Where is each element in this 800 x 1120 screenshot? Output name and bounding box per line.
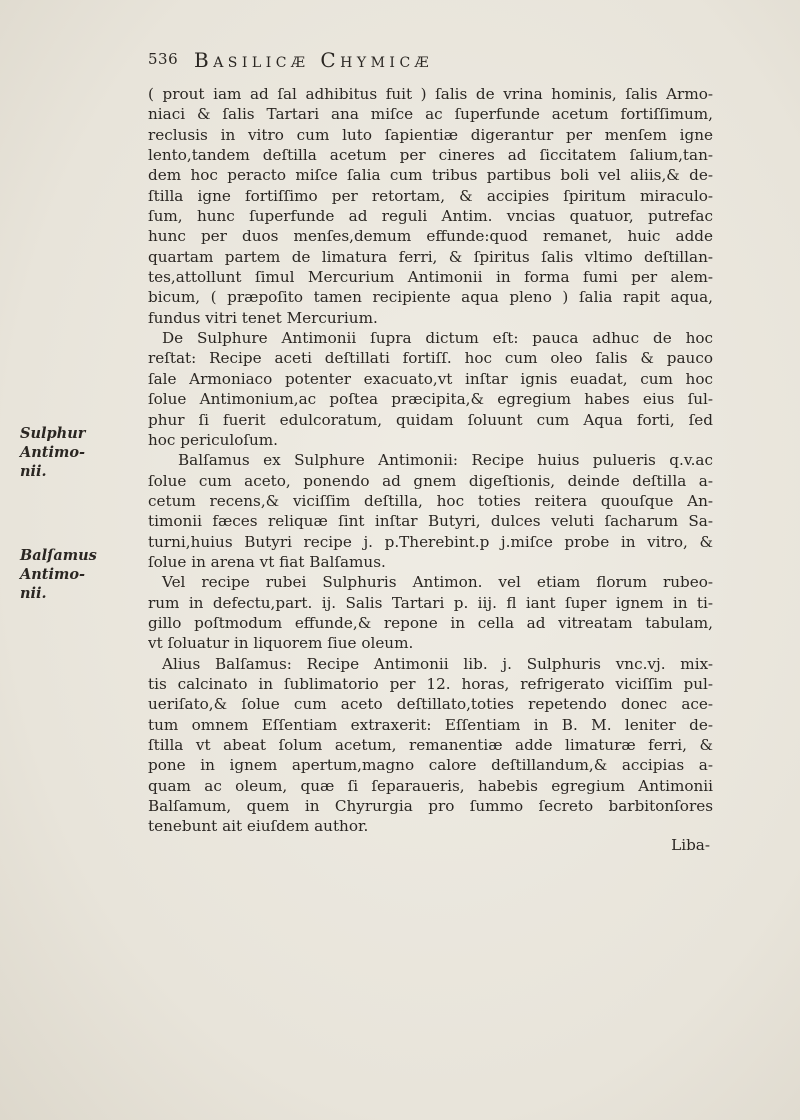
text-line: ( prout iam ad ſal adhibitus fuit ) ſalis de vrina hominis, ſalis Armo- bbox=[148, 85, 713, 103]
text-line: lento,tandem deſtilla acetum per cineres ad ſiccitatem ſalium,tan- bbox=[148, 146, 713, 165]
text-line: ſtilla igne fortiſſimo per retortam, & accipies ſpiritum miraculo- bbox=[148, 186, 713, 205]
text-line: Balſamus ex Sulphure Antimonii: Recipe huius pulueris q.v.ac bbox=[178, 451, 713, 470]
margin-notes bbox=[0, 0, 150, 1120]
text-line: ſtilla vt abeat ſolum acetum, remanentiæ adde limaturæ ferri, & bbox=[148, 736, 713, 754]
text-line: ueriſato,& ſolue cum aceto deſtillato,toties repetendo donec ace- bbox=[148, 695, 713, 714]
text-line: quartam partem de limatura ferri, & ſpiritus ſalis vltimo deſtillan- bbox=[148, 247, 713, 266]
catchword: Liba- bbox=[671, 836, 710, 854]
text-line: ſolue in arena vt fiat Balſamus. bbox=[148, 552, 386, 571]
text-line: niaci & ſalis Tartari ana miſce ac ſuperfunde acetum fortiſſimum, bbox=[148, 105, 713, 124]
text-line: ſolue cum aceto, ponendo ad gnem digeſtionis, deinde deſtilla a- bbox=[148, 471, 713, 490]
margin-note-balsamus bbox=[20, 546, 130, 603]
text-line: phur ſi fuerit edulcoratum, quidam ſoluunt cum Aqua forti, ſed bbox=[148, 410, 713, 429]
text-line: reclusis in vitro cum luto ſapientiæ digerantur per menſem igne bbox=[148, 125, 713, 144]
text-line: Vel recipe rubei Sulphuris Antimon. vel etiam florum rubeo- bbox=[162, 573, 713, 592]
text-line: tis calcinato in ſublimatorio per 12. horas, refrigerato viciſſim pul- bbox=[148, 674, 713, 693]
text-line: ſum, hunc ſuperfunde ad reguli Antim. vncias quatuor, putrefac bbox=[148, 207, 713, 226]
text-line: timonii fæces reliquæ ſint inſtar Butyri, dulces veluti ſacharum Sa- bbox=[148, 512, 713, 531]
margin-note-line: Antimo- bbox=[20, 566, 86, 583]
text-line: quam ac oleum, quæ ſi ſeparaueris, habebis egregium Antimonii bbox=[148, 776, 713, 795]
text-line: tes,attollunt ſimul Mercurium Antimonii in forma fumi per alem- bbox=[148, 268, 713, 287]
margin-note-line: Balſamus bbox=[20, 547, 97, 564]
text-line: turni,huius Butyri recipe j. p.Therebint.p j.miſce probe in vitro, & bbox=[148, 532, 713, 551]
text-line: dem hoc peracto miſce ſalia cum tribus partibus boli vel aliis,& de- bbox=[148, 166, 713, 185]
text-line: cetum recens,& viciſſim deſtilla, hoc toties reitera quouſque An- bbox=[148, 491, 713, 510]
text-line: vt ſoluatur in liquorem ſiue oleum. bbox=[148, 634, 414, 653]
text-line: Balſamum, quem in Chyrurgia pro ſummo ſecreto barbitonſores bbox=[148, 797, 713, 816]
text-line: rum in defectu,part. ij. Salis Tartari p. iij. fl iant ſuper ignem in ti- bbox=[148, 593, 713, 612]
text-line: ſale Armoniaco potenter exacuato,vt inſtar ignis euadat, cum hoc bbox=[148, 369, 713, 388]
margin-note-line: nii. bbox=[20, 463, 47, 480]
margin-note-sulphur bbox=[20, 424, 130, 481]
text-line: gillo poſtmodum effunde,& repone in cella ad vitreatam tabulam, bbox=[148, 613, 713, 632]
body-text bbox=[148, 84, 713, 837]
text-line: hoc periculoſum. bbox=[148, 430, 279, 449]
text-line: ſolue Antimonium,ac poſtea præcipita,& egregium habes eius ſul- bbox=[148, 390, 713, 409]
text-line: reſtat: Recipe aceti deſtillati fortiſſ. hoc cum oleo ſalis & pauco bbox=[148, 349, 713, 368]
page-header bbox=[148, 48, 708, 74]
text-line: tenebunt ait eiuſdem author. bbox=[148, 817, 369, 836]
margin-note-line: Sulphur bbox=[20, 425, 86, 442]
text-line: fundus vitri tenet Mercurium. bbox=[148, 308, 378, 327]
page-number: 536 bbox=[148, 50, 179, 68]
margin-note-line: Antimo- bbox=[20, 444, 86, 461]
text-line: pone in ignem apertum,magno calore deſtillandum,& accipias a- bbox=[148, 756, 713, 775]
margin-note-line: nii. bbox=[20, 585, 47, 602]
running-head: Basilicæ Chymicæ bbox=[194, 48, 434, 72]
text-line: Alius Balſamus: Recipe Antimonii lib. j. Sulphuris vnc.vj. mix- bbox=[162, 654, 713, 673]
text-line: tum omnem Eſſentiam extraxerit: Eſſentiam in B. M. leniter de- bbox=[148, 715, 713, 734]
text-line: bicum, ( præpoſito tamen recipiente aqua pleno ) ſalia rapit aqua, bbox=[148, 288, 713, 307]
text-line: De Sulphure Antimonii ſupra dictum eſt: pauca adhuc de hoc bbox=[162, 329, 713, 348]
text-line: hunc per duos menſes,demum effunde:quod remanet, huic adde bbox=[148, 227, 713, 246]
